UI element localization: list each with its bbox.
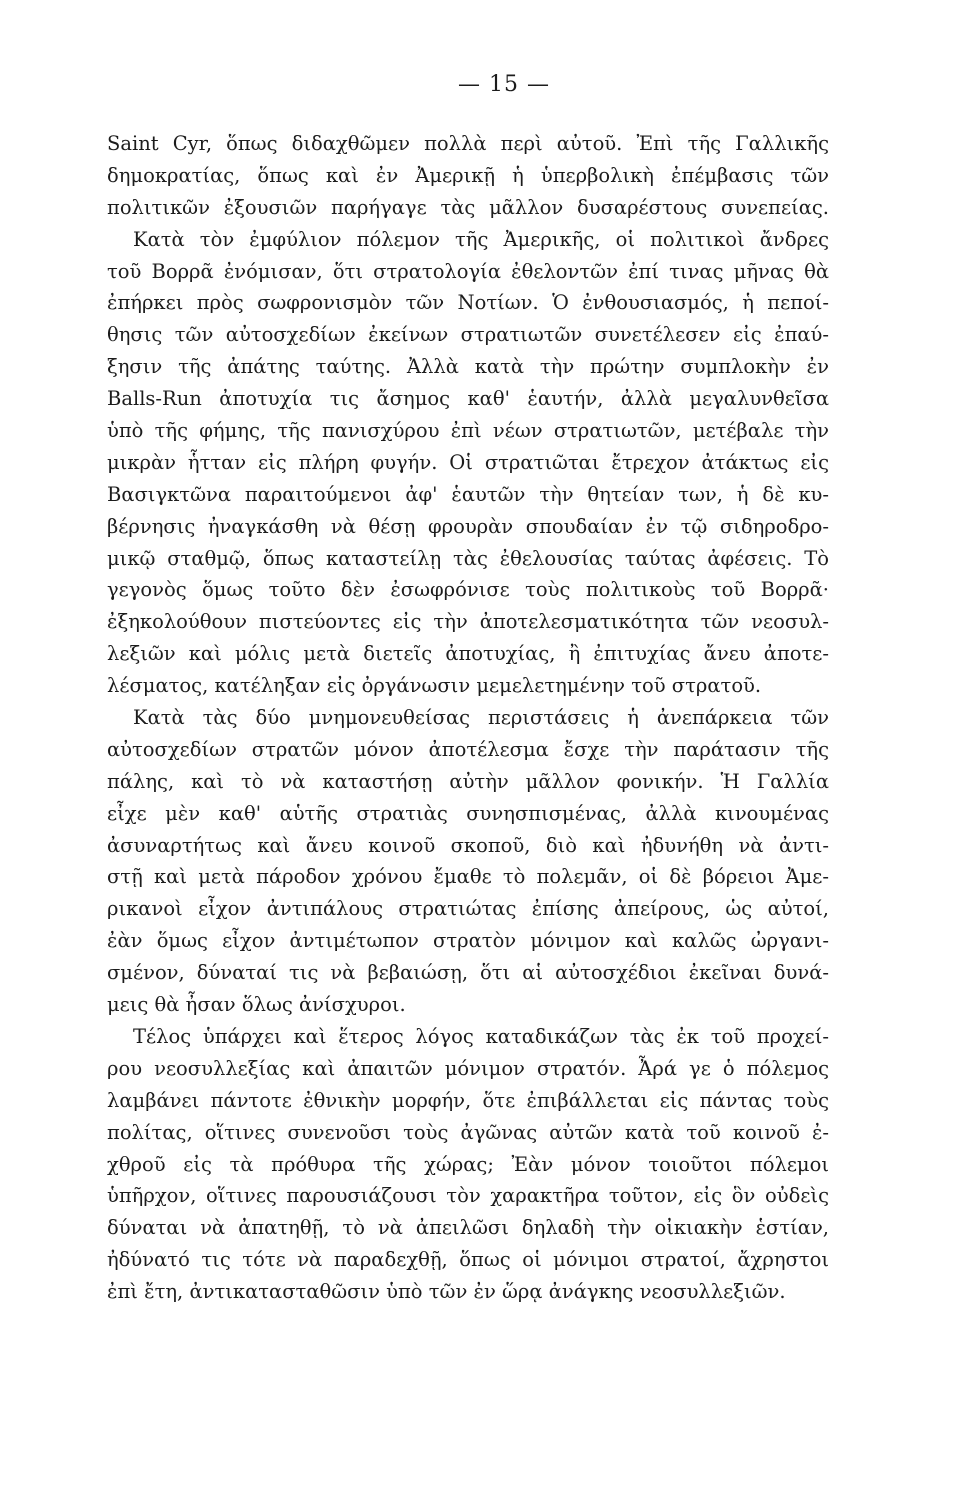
text-line: ἠδύνατό τις τότε νὰ παραδεχθῇ, ὅπως οἱ μόνιμοι στρατοί, ἄχρηστοι bbox=[107, 1248, 829, 1272]
text-line: Τέλος ὑπάρχει καὶ ἕτερος λόγος καταδικάζων τὰς ἐκ τοῦ προχεί- bbox=[133, 1024, 829, 1048]
text-line: λαμβάνει πάντοτε ἐθνικὴν μορφήν, ὅτε ἐπιβάλλεται εἰς πάντας τοὺς bbox=[107, 1088, 829, 1112]
text-line: μικῷ σταθμῷ, ὅπως καταστείλῃ τὰς ἐθελουσίας ταύτας ἀφέσεις. Τὸ bbox=[107, 546, 829, 570]
text-line: στῇ καὶ μετὰ πάροδον χρόνου ἔμαθε τὸ πολεμᾶν, οἱ δὲ βόρειοι Ἀμε- bbox=[107, 865, 829, 889]
text-line: χθροῦ εἰς τὰ πρόθυρα τῆς χώρας; Ἐὰν μόνον τοιοῦτοι πόλεμοι bbox=[107, 1152, 829, 1176]
text-line: γεγονὸς ὅμως τοῦτο δὲν ἐσωφρόνισε τοὺς πολιτικοὺς τοῦ Βορρᾶ· bbox=[107, 578, 829, 602]
text-line: πολιτικῶν ἐξουσιῶν παρήγαγε τὰς μᾶλλον δυσαρέστους συνεπείας. bbox=[107, 195, 829, 219]
text-line: δύναται νὰ ἀπατηθῇ, τὸ νὰ ἀπειλῶσι δηλαδὴ τὴν οἰκιακὴν ἑστίαν, bbox=[107, 1216, 829, 1240]
text-line: λέσματος, κατέληξαν εἰς ὀργάνωσιν μεμελετημένην τοῦ στρατοῦ. bbox=[107, 674, 762, 698]
text-line: ξησιν τῆς ἀπάτης ταύτης. Ἀλλὰ κατὰ τὴν πρώτην συμπλοκὴν ἐν bbox=[107, 355, 829, 379]
text-line: ἀσυναρτήτως καὶ ἄνευ κοινοῦ σκοποῦ, διὸ καὶ ἠδυνήθη νὰ ἀντι- bbox=[107, 833, 829, 857]
text-line: ρικανοὶ εἶχον ἀντιπάλους στρατιώτας ἐπίσης ἀπείρους, ὡς αὐτοί, bbox=[107, 897, 829, 921]
text-line: θησις τῶν αὐτοσχεδίων ἐκείνων στρατιωτῶν συνετέλεσεν εἰς ἐπαύ- bbox=[107, 323, 829, 347]
text-line: Βασιγκτῶνα παραιτούμενοι ἀφ' ἑαυτῶν τὴν θητείαν των, ἡ δὲ κυ- bbox=[107, 482, 829, 506]
text-line: ἐξηκολούθουν πιστεύοντες εἰς τὴν ἀποτελεσματικότητα τῶν νεοσυλ- bbox=[107, 610, 829, 634]
text-line: πολίτας, οἵτινες συνενοῦσι τοὺς ἀγῶνας αὐτῶν κατὰ τοῦ κοινοῦ ἐ- bbox=[107, 1120, 829, 1144]
text-line: αὐτοσχεδίων στρατῶν μόνον ἀποτέλεσμα ἔσχε τὴν παράτασιν τῆς bbox=[107, 737, 829, 761]
text-line: Balls-Run ἀποτυχία τις ἄσημος καθ' ἑαυτήν, ἀλλὰ μεγαλυνθεῖσα bbox=[107, 387, 829, 411]
text-line: ἐπήρκει πρὸς σωφρονισμὸν τῶν Νοτίων. Ὁ ἐνθουσιασμός, ἡ πεποί- bbox=[107, 291, 829, 315]
text-line: Saint Cyr, ὅπως διδαχθῶμεν πολλὰ περὶ αὐτοῦ. Ἐπὶ τῆς Γαλλικῆς bbox=[107, 132, 829, 155]
text-line: εἶχε μὲν καθ' αὑτῆς στρατιὰς συνησπισμένας, ἀλλὰ κινουμένας bbox=[107, 801, 829, 825]
text-line: πάλης, καὶ τὸ νὰ καταστήσῃ αὐτὴν μᾶλλον φονικήν. Ἡ Γαλλία bbox=[107, 769, 829, 793]
text-line: μικρὰν ἧτταν εἰς πλήρη φυγήν. Οἱ στρατιῶται ἔτρεχον ἀτάκτως εἰς bbox=[107, 450, 829, 474]
text-line: ἐπὶ ἔτη, ἀντικατασταθῶσιν ὑπὸ τῶν ἐν ὥρᾳ ἀνάγκης νεοσυλλεξιῶν. bbox=[107, 1280, 786, 1304]
text-line: μεις θὰ ἦσαν ὅλως ἀνίσχυροι. bbox=[107, 993, 406, 1017]
text-line: ὑπῆρχον, οἵτινες παρουσιάζουσι τὸν χαρακτῆρα τοῦτον, εἰς ὃν οὐδεὶς bbox=[107, 1184, 829, 1208]
text-line: λεξιῶν καὶ μόλις μετὰ διετεῖς ἀποτυχίας, ἢ ἐπιτυχίας ἄνευ ἀποτε- bbox=[107, 642, 829, 666]
text-line: ἐὰν ὅμως εἶχον ἀντιμέτωπον στρατὸν μόνιμον καὶ καλῶς ὠργανι- bbox=[107, 929, 829, 953]
text-line: ὑπὸ τῆς φήμης, τῆς πανισχύρου ἐπὶ νέων στρατιωτῶν, μετέβαλε τὴν bbox=[107, 419, 829, 443]
text-line: Κατὰ τὸν ἐμφύλιον πόλεμον τῆς Ἀμερικῆς, οἱ πολιτικοὶ ἄνδρες bbox=[133, 227, 829, 251]
text-line: δημοκρατίας, ὅπως καὶ ἐν Ἀμερικῇ ἡ ὑπερβολικὴ ἐπέμβασις τῶν bbox=[107, 163, 829, 187]
text-line: Κατὰ τὰς δύο μνημονευθείσας περιστάσεις ἡ ἀνεπάρκεια τῶν bbox=[133, 706, 829, 730]
text-line: βέρνησις ἠναγκάσθη νὰ θέσῃ φρουρὰν σπουδαίαν ἐν τῷ σιδηροδρο- bbox=[107, 514, 829, 538]
page-number: — 15 — bbox=[458, 72, 550, 97]
body-text bbox=[107, 128, 829, 1308]
text-line: τοῦ Βορρᾶ ἐνόμισαν, ὅτι στρατολογία ἐθελοντῶν ἐπί τινας μῆνας θὰ bbox=[107, 259, 829, 283]
text-line: ρου νεοσυλλεξίας καὶ ἀπαιτῶν μόνιμον στρατόν. Ἆρά γε ὁ πόλεμος bbox=[107, 1056, 829, 1080]
text-line: σμένον, δύναταί τις νὰ βεβαιώσῃ, ὅτι αἱ αὐτοσχέδιοι ἐκεῖναι δυνά- bbox=[107, 961, 829, 985]
